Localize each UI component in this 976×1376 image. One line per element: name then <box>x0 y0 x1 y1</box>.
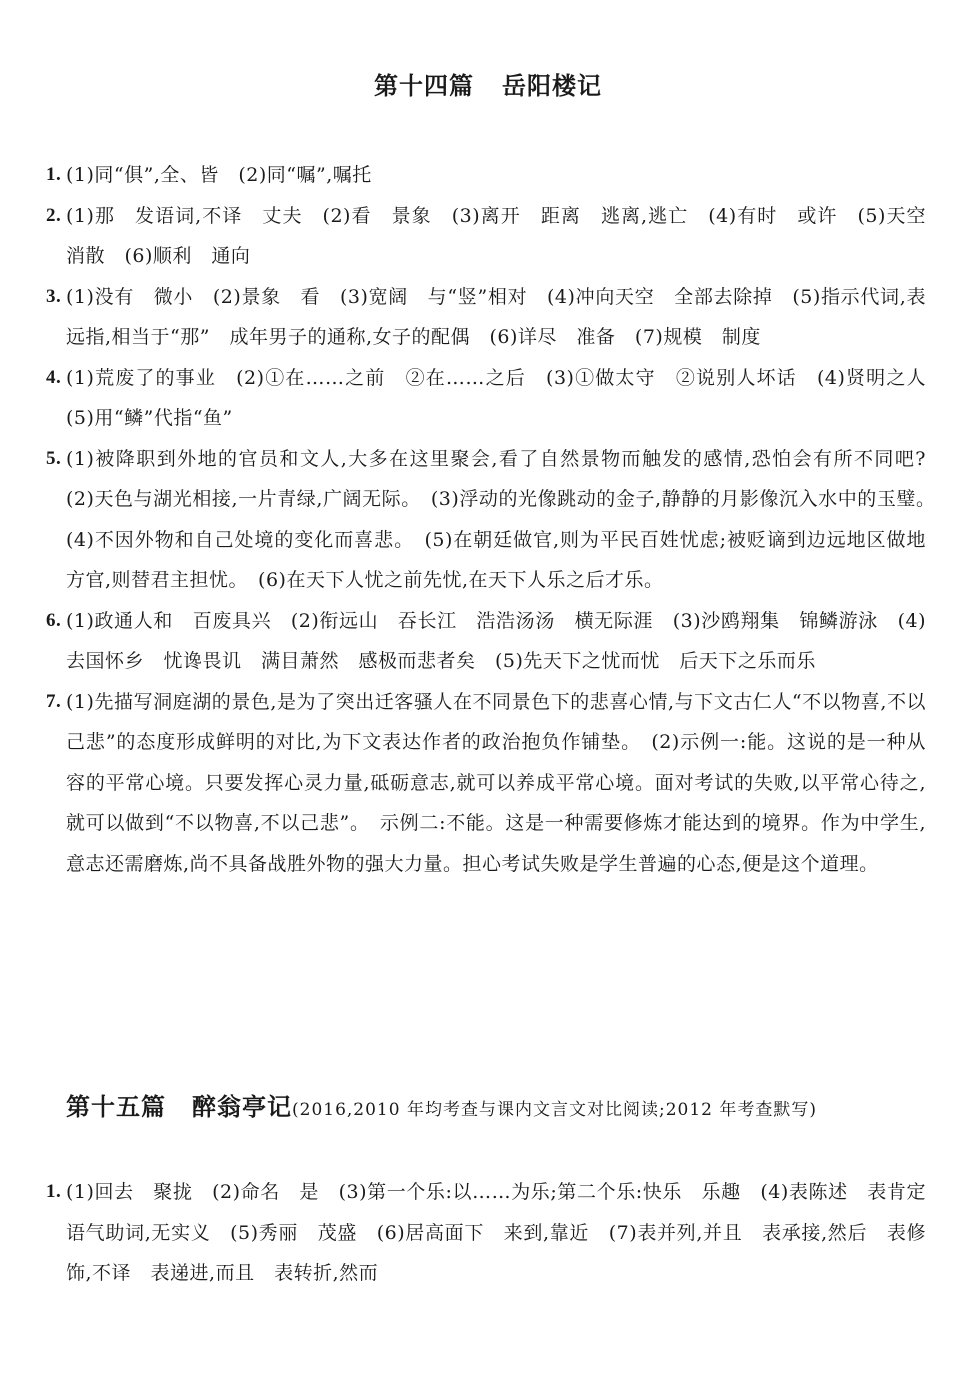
answer-text: (1)先描写洞庭湖的景色,是为了突出迁客骚人在不同景色下的悲喜心情,与下文古仁人“不以物喜,不以己悲”的态度形成鲜明的对比,为下文表达作者的政治抱负作铺垫。 (2)示例一:能。这说的是一种从容的平常心境。只要发挥心灵力量,砥砺意志,就可以养成平常心境。面对考试的失败,以平常心待之,就可以做到“不以物喜,不以己悲”。 示例二:不能。这是一种需要修炼才能达到的境界。作为中学生,意志还需磨炼,尚不具备战胜外物的强大力量。担心考试失败是学生普遍的心态,便是这个道理。 <box>66 690 926 875</box>
answer-number: 7. <box>46 690 62 712</box>
section2-title: 第十五篇 <box>66 1093 166 1121</box>
section2-note: (2016,2010 年均考查与课内文言文对比阅读;2012 年考查默写) <box>292 1100 817 1120</box>
answer-number: 2. <box>46 204 62 226</box>
section2-answers <box>46 1172 946 1294</box>
section1-answers <box>46 155 946 884</box>
answer-number: 6. <box>46 609 62 631</box>
answer-number: 1. <box>46 164 62 185</box>
section1-heading <box>0 66 976 101</box>
answer-text: (1)没有 微小 (2)景象 看 (3)宽阔 与“竖”相对 (4)冲向天空 全部去除掉 (5)指示代词,表远指,相当于“那” 成年男子的通称,女子的配偶 (6)详尽 准备 (7)规模 制度 <box>66 285 926 348</box>
section1-subtitle: 岳阳楼记 <box>502 72 602 100</box>
answer-item <box>46 358 946 439</box>
answer-item <box>46 1172 946 1294</box>
answer-item <box>46 439 946 601</box>
answer-number: 5. <box>46 447 62 469</box>
answer-number: 3. <box>46 285 62 307</box>
answer-item <box>46 601 926 682</box>
answer-text: (1)回去 聚拢 (2)命名 是 (3)第一个乐:以……为乐;第二个乐:快乐 乐趣 (4)表陈述 表肯定 语气助词,无实义 (5)秀丽 茂盛 (6)居高面下 来到,靠近 (7)表并列,并且 表承接,然后 表修饰,不译 表递进,而且 表转折,然而 <box>66 1181 946 1284</box>
answer-item <box>46 277 926 358</box>
section2-subtitle: 醉翁亭记 <box>192 1093 292 1121</box>
answer-number: 4. <box>46 366 62 388</box>
section1-title: 第十四篇 <box>374 72 474 100</box>
answer-text: (1)同“俱”,全、皆 (2)同“嘱”,嘱托 <box>66 164 372 186</box>
answer-text: (1)荒废了的事业 (2)①在……之前 ②在……之后 (3)①做太守 ②说别人坏话 (4)贤明之人 (5)用“鳞”代指“鱼” <box>66 366 946 429</box>
answer-text: (1)那 发语词,不译 丈夫 (2)看 景象 (3)离开 距离 逃离,逃亡 (4)有时 或许 (5)天空 消散 (6)顺利 通向 <box>66 204 946 267</box>
answer-text: (1)被降职到外地的官员和文人,大多在这里聚会,看了自然景物而触发的感情,恐怕会有所不同吧? (2)天色与湖光相接,一片青绿,广阔无际。 (3)浮动的光像跳动的金子,静静的月影像沉入水中的玉璧。 (4)不因外物和自己处境的变化而喜悲。 (5)在朝廷做官,则为平民百姓忧虑;被贬谪到边远地区做地方官,则替君主担忧。 (6)在天下人忧之前先忧,在天下人乐之后才乐。 <box>66 447 946 591</box>
answer-item <box>46 196 946 277</box>
answer-item <box>46 155 926 196</box>
section2-heading <box>66 1087 946 1122</box>
answer-text: (1)政通人和 百废具兴 (2)衔远山 吞长江 浩浩汤汤 横无际涯 (3)沙鸥翔集 锦鳞游泳 (4)去国怀乡 忧谗畏讥 满目萧然 感极而悲者矣 (5)先天下之忧而忧 后天下之乐而乐 <box>66 609 926 672</box>
answer-number: 1. <box>46 1181 62 1202</box>
answer-item <box>46 682 926 885</box>
